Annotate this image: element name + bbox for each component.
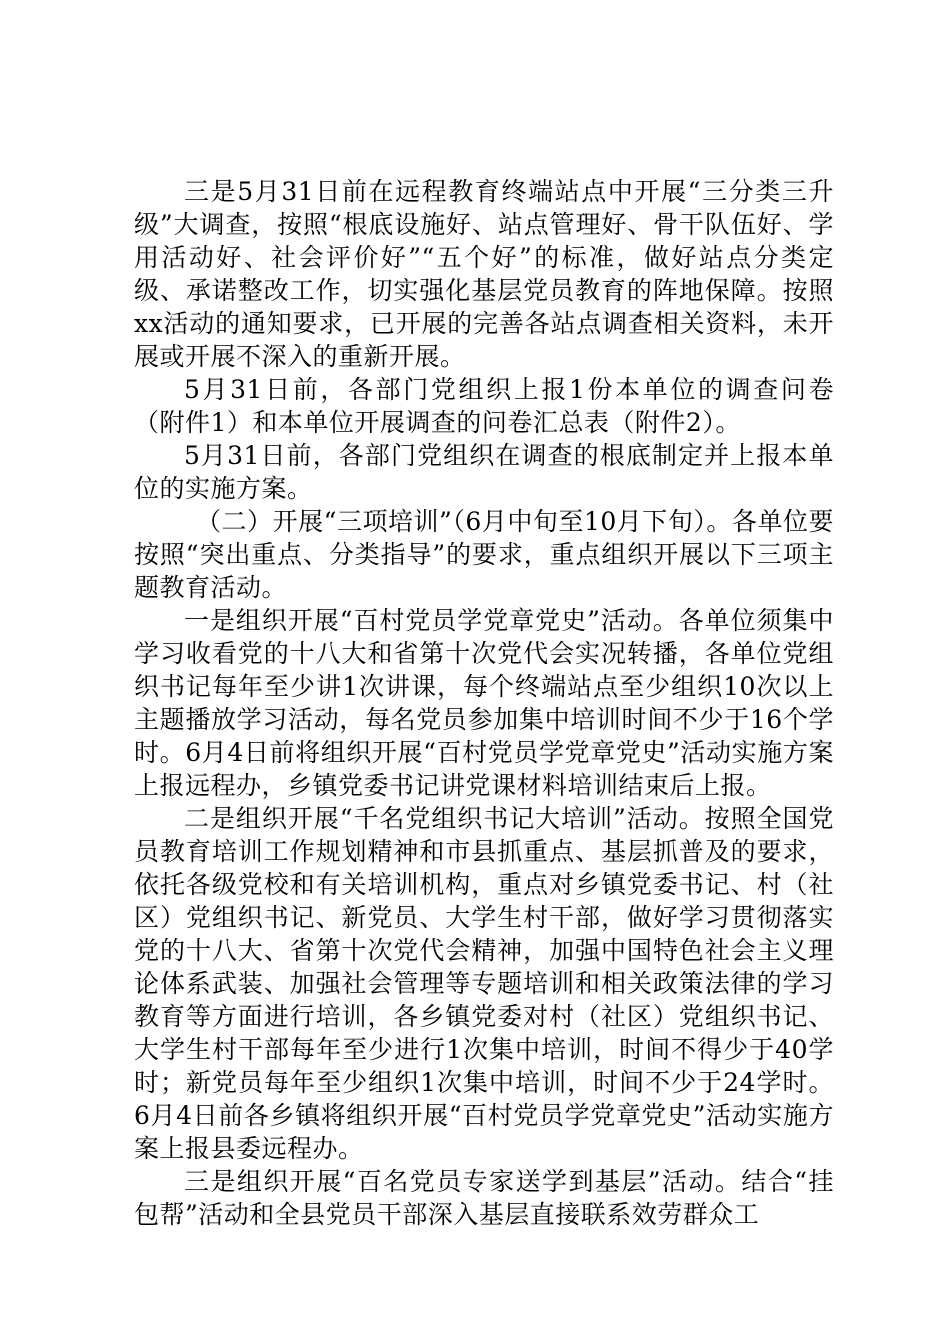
paragraph-experts-to-grassroots: 三是组织开展“百名党员专家送学到基层”活动。结合“挂包帮”活动和全县党员干部深入基层直接联系效劳群众工 bbox=[134, 1167, 834, 1229]
document-body bbox=[134, 175, 834, 1231]
paragraph-three-trainings: （二）开展“三项培训”（6月中旬至10月下旬）。各单位要按照“突出重点、分类指导”的要求，重点组织开展以下三项主题教育活动。 bbox=[134, 507, 834, 602]
paragraph-station-survey: 三是5月31日前在远程教育终端站点中开展“三分类三升级”大调查，按照“根底设施好、站点管理好、骨干队伍好、学用活动好、社会评价好”“五个好”的标准，做好站点分类定级、承诺整改工作，切实强化基层党员教育的阵地保障。按照xx活动的通知要求，已开展的完善各站点调查相关资料，未开展或开展不深入的重新开展。 bbox=[134, 177, 834, 371]
paragraph-questionnaire-report: 5月31日前，各部门党组织上报1份本单位的调查问卷（附件1）和本单位开展调查的问卷汇总表（附件2）。 bbox=[134, 375, 834, 437]
paragraph-implementation-plan: 5月31日前，各部门党组织在调查的根底制定并上报本单位的实施方案。 bbox=[134, 441, 834, 503]
paragraph-party-history-study: 一是组织开展“百村党员学党章党史”活动。各单位须集中学习收看党的十八大和省第十次党代会实况转播，各单位党组织书记每年至少讲1次讲课，每个终端站点至少组织10次以上主题播放学习活动，每名党员参加集中培训时间不少于16个学时。6月4日前将组织开展“百村党员学党章党史”活动实施方案上报远程办，乡镇党委书记讲党课材料培训结束后上报。 bbox=[134, 606, 834, 800]
paragraph-secretary-training: 二是组织开展“千名党组织书记大培训”活动。按照全国党员教育培训工作规划精神和市县抓重点、基层抓普及的要求，依托各级党校和有关培训机构，重点对乡镇党委书记、村（社区）党组织书记、新党员、大学生村干部，做好学习贯彻落实党的十八大、省第十次党代会精神，加强中国特色社会主义理论体系武装、加强社会管理等专题培训和相关政策法律的学习教育等方面进行培训，各乡镇党委对村（社区）党组织书记、大学生村干部每年至少进行1次集中培训，时间不得少于40学时；新党员每年至少组织1次集中培训，时间不少于24学时。6月4日前各乡镇将组织开展“百村党员学党章党史”活动实施方案上报县委远程办。 bbox=[134, 804, 834, 1163]
